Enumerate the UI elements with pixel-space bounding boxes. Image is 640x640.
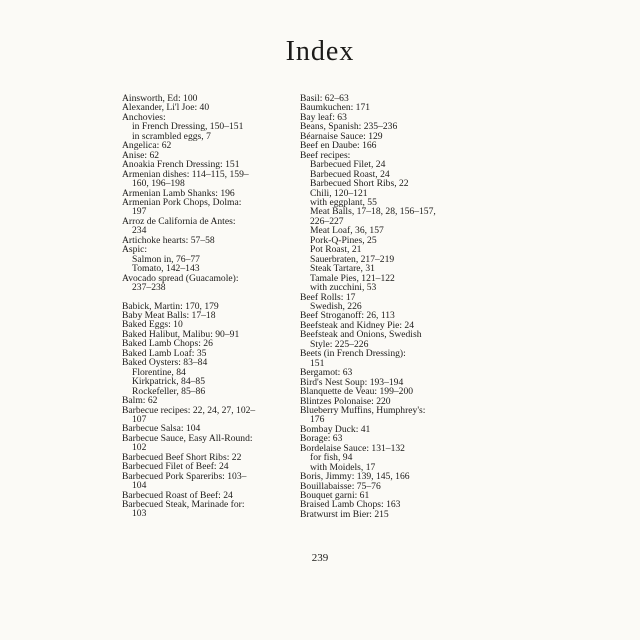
index-entry: Balm: 62 — [122, 395, 158, 407]
index-entry: Boris, Jimmy: 139, 145, 166 — [300, 471, 410, 483]
index-entry: Avocado spread (Guacamole): — [122, 272, 239, 284]
index-subentry: Swedish, 226 — [310, 300, 362, 312]
index-subentry: for fish, 94 — [310, 452, 353, 464]
index-subentry: Barbecued Short Ribs, 22 — [310, 178, 409, 190]
index-subentry: 160, 196–198 — [132, 178, 185, 190]
index-subentry: 197 — [132, 206, 147, 218]
index-subentry: Barbecued Filet, 24 — [310, 159, 386, 171]
index-subentry: Florentine, 84 — [132, 366, 186, 378]
index-entry: Anchovies: — [122, 111, 166, 123]
index-entry: Bordelaise Sauce: 131–132 — [300, 442, 405, 454]
index-entry: Artichoke hearts: 57–58 — [122, 234, 215, 246]
index-entry: Baumkuchen: 171 — [300, 102, 371, 114]
index-subentry: with Moidels, 17 — [310, 461, 376, 473]
index-entry: Béarnaise Sauce: 129 — [300, 130, 383, 142]
index-entry: Bouillabaisse: 75–76 — [300, 480, 381, 492]
page-title: Index — [285, 36, 355, 67]
index-subentry: Meat Loaf, 36, 157 — [310, 225, 384, 237]
index-entry: Barbecued Pork Spareribs: 103– — [122, 470, 247, 482]
index-entry: Bay leaf: 63 — [300, 111, 347, 123]
index-column-right — [300, 94, 460, 519]
index-entry: Beans, Spanish: 235–236 — [300, 121, 398, 133]
index-entry: Barbecue Salsa: 104 — [122, 423, 201, 435]
index-subentry: Pot Roast, 21 — [310, 244, 362, 256]
index-entry: Alexander, Li'l Joe: 40 — [122, 102, 210, 114]
index-subentry: Pork-Q-Pines, 25 — [310, 234, 377, 246]
index-subentry: Sauerbraten, 217–219 — [310, 253, 395, 265]
index-subentry: Kirkpatrick, 84–85 — [132, 376, 206, 388]
index-subentry: Barbecued Roast, 24 — [310, 168, 390, 180]
index-subentry: 151 — [310, 357, 325, 369]
index-entry: Basil: 62–63 — [300, 93, 349, 104]
index-subentry: 237–238 — [132, 282, 166, 294]
index-entry: Baked Lamb Chops: 26 — [122, 338, 213, 350]
index-entry: Beef recipes: — [300, 149, 351, 161]
index-entry: Barbecued Roast of Beef: 24 — [122, 489, 233, 501]
index-entry: Bratwurst im Bier: 215 — [300, 508, 389, 520]
index-entry: Barbecued Filet of Beef: 24 — [122, 461, 229, 473]
index-entry: Beef Rolls: 17 — [300, 291, 356, 303]
index-entry: Baked Eggs: 10 — [122, 319, 183, 331]
index-column-left — [122, 94, 310, 519]
index-subentry: in French Dressing, 150–151 — [132, 121, 244, 133]
index-subentry: Tomato, 142–143 — [132, 263, 200, 275]
index-entry: Ainsworth, Ed: 100 — [122, 93, 198, 104]
index-entry: Beefsteak and Onions, Swedish — [300, 329, 422, 341]
index-subentry: in scrambled eggs, 7 — [132, 130, 211, 142]
index-subentry: Steak Tartare, 31 — [310, 263, 375, 275]
index-subentry: Tamale Pies, 121–122 — [310, 272, 395, 284]
index-entry: Blintzes Polonaise: 220 — [300, 395, 391, 407]
index-entry: Braised Lamb Chops: 163 — [300, 499, 401, 511]
index-subentry: with eggplant, 55 — [310, 196, 377, 208]
index-subentry: 226–227 — [310, 215, 344, 227]
index-entry: Anise: 62 — [122, 149, 160, 161]
index-entry: Blanquette de Veau: 199–200 — [300, 386, 414, 398]
index-entry: Armenian dishes: 114–115, 159– — [122, 168, 249, 180]
index-entry: Angelica: 62 — [122, 140, 172, 152]
index-entry: Beef en Daube: 166 — [300, 140, 377, 152]
index-entry: Barbecued Beef Short Ribs: 22 — [122, 451, 242, 463]
index-subentry: with zucchini, 53 — [310, 282, 377, 294]
index-subentry: Rockefeller, 85–86 — [132, 385, 206, 397]
index-entry: Baby Meat Balls: 17–18 — [122, 309, 216, 321]
index-entry: Barbecue recipes: 22, 24, 27, 102– — [122, 404, 256, 416]
index-subentry: Salmon in, 76–77 — [132, 253, 200, 265]
index-entry: Beets (in French Dressing): — [300, 348, 406, 360]
index-subentry: Chili, 120–121 — [310, 187, 368, 199]
index-subentry: 104 — [132, 480, 147, 492]
index-entry: Armenian Lamb Shanks: 196 — [122, 187, 235, 199]
index-subentry: 103 — [132, 508, 147, 520]
index-entry: Baked Lamb Loaf: 35 — [122, 347, 207, 359]
index-entry: Baked Halibut, Malibu: 90–91 — [122, 328, 240, 340]
index-entry: Beefsteak and Kidney Pie: 24 — [300, 319, 415, 331]
index-entry: Blueberry Muffins, Humphrey's: — [300, 404, 426, 416]
index-entry: Aspic: — [122, 244, 148, 256]
index-entry: Babick, Martin: 170, 179 — [122, 300, 219, 312]
index-subentry: 234 — [132, 225, 147, 237]
index-subentry: 107 — [132, 413, 147, 425]
page-number: 239 — [311, 552, 329, 564]
index-entry: Barbecue Sauce, Easy All-Round: — [122, 432, 253, 444]
index-entry: Baked Oysters: 83–84 — [122, 357, 208, 369]
index-entry: Beef Stroganoff: 26, 113 — [300, 310, 395, 322]
index-subentry: Meat Balls, 17–18, 28, 156–157, — [310, 206, 436, 218]
index-subentry: 176 — [310, 414, 325, 426]
index-entry: Anoakia French Dressing: 151 — [122, 159, 240, 171]
index-entry: Armenian Pork Chops, Dolma: — [122, 196, 242, 208]
index-entry: Bergamot: 63 — [300, 367, 353, 379]
index-subentry: Style: 225–226 — [310, 338, 369, 350]
index-entry: Bird's Nest Soup: 193–194 — [300, 376, 404, 388]
index-entry: Barbecued Steak, Marinade for: — [122, 499, 245, 511]
index-entry: Borage: 63 — [300, 433, 343, 445]
index-subentry: 102 — [132, 442, 147, 454]
index-entry: Bouquet garni: 61 — [300, 490, 370, 502]
index-entry: Bombay Duck: 41 — [300, 423, 371, 435]
index-entry: Arroz de California de Antes: — [122, 215, 236, 227]
